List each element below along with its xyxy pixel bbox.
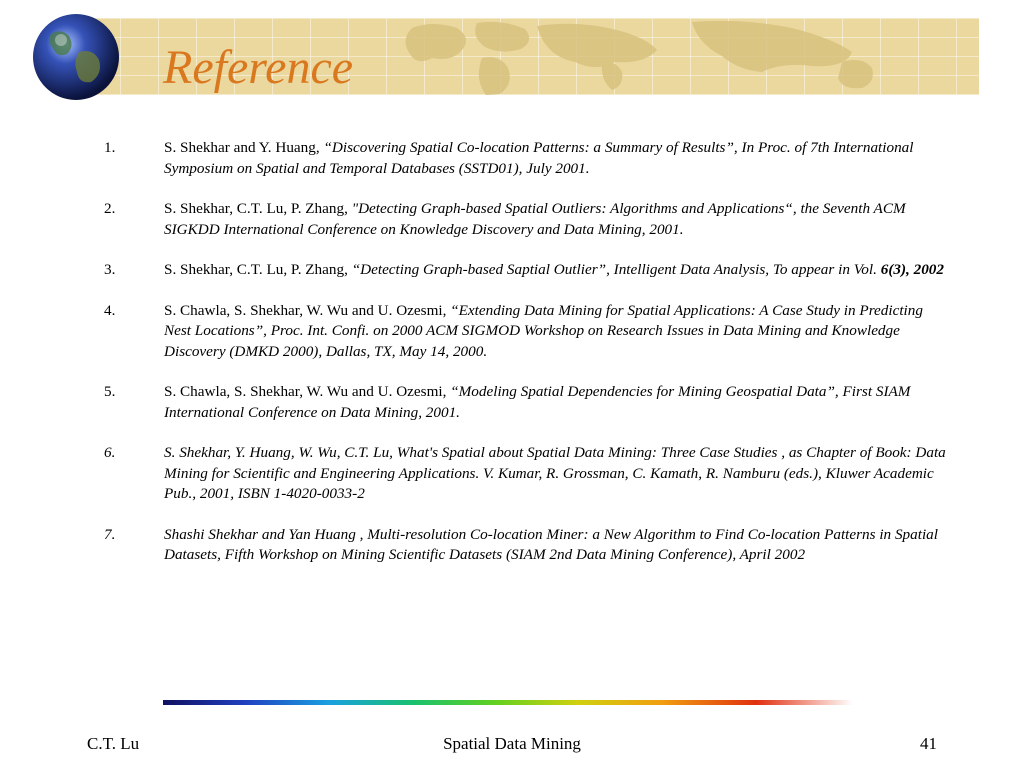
- reference-text: [164, 382, 950, 423]
- reference-text: [164, 301, 950, 363]
- reference-number: 6.: [104, 444, 116, 461]
- reference-text-part: “Modeling Spatial Dependencies for Mining Geospatial Data”, First SIAM International Conference on Data Mining, 2001.: [164, 383, 911, 421]
- reference-text-part: “Detecting Graph-based Saptial Outlier”, Intelligent Data Analysis, To appear in Vol.: [351, 261, 881, 278]
- footer-page-number: 41: [920, 734, 937, 753]
- reference-text-part: “Discovering Spatial Co-location Patterns: a Summary of Results”, In Proc. of 7th International Symposium on Spatial and Temporal Databases (SSTD01), July 2001.: [164, 139, 914, 177]
- reference-number: 1.: [104, 139, 116, 156]
- reference-text-part: S. Shekhar, Y. Huang, W. Wu, C.T. Lu, What's Spatial about Spatial Data Mining: Three Case Studies , as Chapter of Book: Data Mining for Scientific and Engineering Applications. V. Kumar, R. Grossman, C. Kamath, R. Namburu (eds.), Kluwer Academic Pub., 2001, ISBN 1-4020-0033-2: [164, 444, 946, 502]
- reference-item: [100, 525, 950, 566]
- reference-text-part: 6(3), 2002: [880, 261, 944, 278]
- reference-text: [164, 138, 950, 179]
- reference-number: 3.: [104, 261, 116, 278]
- reference-number: 7.: [104, 525, 116, 543]
- reference-text-part: S. Shekhar, C.T. Lu, P. Zhang,: [164, 261, 352, 278]
- footer-author: C.T. Lu: [87, 734, 140, 753]
- reference-text-part: S. Chawla, S. Shekhar, W. Wu and U. Ozesmi,: [164, 383, 451, 400]
- rainbow-divider: [163, 700, 853, 705]
- reference-number: 5.: [104, 383, 116, 400]
- reference-item: [100, 301, 950, 363]
- reference-text-part: Shashi Shekhar and Yan Huang , Multi-resolution Co-location Miner: a New Algorithm to Find Co-location Patterns in Spatial Datasets, Fifth Workshop on Mining Scientific Datasets (SIAM 2nd Data Mining Conference), April 2002: [164, 525, 938, 563]
- reference-item: [100, 199, 950, 240]
- reference-number: 2.: [104, 200, 116, 217]
- reference-list: [100, 138, 950, 586]
- reference-item: [100, 382, 950, 423]
- reference-text-part: S. Shekhar, C.T. Lu, P. Zhang,: [164, 200, 352, 217]
- slide-title: Reference: [163, 41, 354, 94]
- reference-number: 4.: [104, 301, 116, 319]
- footer-course: Spatial Data Mining: [443, 734, 581, 753]
- reference-text: [164, 525, 950, 566]
- globe-icon: [31, 12, 121, 102]
- reference-text-part: "Detecting Graph-based Spatial Outliers: Algorithms and Applications“, the Seventh ACM SIGKDD International Conference on Knowledge Discovery and Data Mining, 2001.: [164, 200, 906, 238]
- reference-text-part: S. Shekhar and Y. Huang,: [164, 139, 324, 156]
- reference-text: [164, 443, 950, 505]
- reference-text-part: “Extending Data Mining for Spatial Applications: A Case Study in Predicting Nest Locations”, Proc. Int. Confi. on 2000 ACM SIGMOD Workshop on Research Issues in Data Mining and Knowledge Discovery (DMKD 2000), Dallas, TX, May 14, 2000.: [164, 301, 923, 360]
- reference-text-part: S. Chawla, S. Shekhar, W. Wu and U. Ozesmi,: [164, 301, 451, 319]
- reference-item: [100, 260, 950, 281]
- reference-item: [100, 138, 950, 179]
- reference-text: [164, 199, 950, 240]
- reference-item: [100, 443, 950, 505]
- reference-text: [164, 260, 950, 281]
